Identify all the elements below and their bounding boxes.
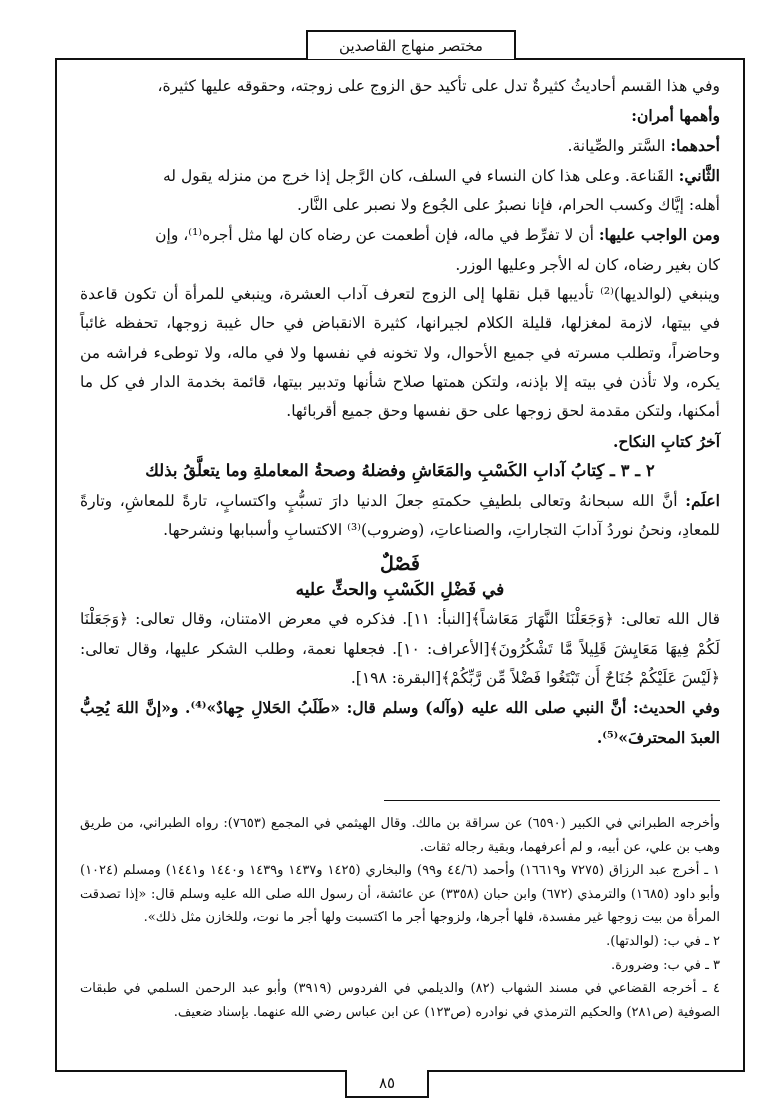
term-text: السَّتر والصِّيانة. <box>567 136 671 155</box>
chapter-end-note: آخرُ كتابِ النكاح. <box>613 431 720 451</box>
footnote: ٤ ـ أخرجه القضاعي في مسند الشهاب (٨٢) والديلمي في الفردوس (٣٩١٩) وأبو عبد الرحمن السلمي في طبقات الصوفية (ص٢٨١) والحكيم الترمذي في نوادره (ص١٢٣) عن ابن عباس رضي الله عنهما. بإسناد ضعيف. <box>80 981 720 1020</box>
term-label: أحدهما: <box>670 135 720 155</box>
footnote: ١ ـ أخرج عبد الرزاق (٧٢٧٥ و١٦٦١٩) وأحمد (٤٤/٦ و٩٩) والبخاري (١٤٢٥ و١٤٣٧ و١٤٣٩ و١٤٤٠ و١٤٤١) ومسلم (١٠٢٤) وأبو داود (١٦٨٥) والترمذي (٦٧٢) وابن حبان (٣٣٥٨) عن عائشة، أن رسول الله صلى الله عليه وسلم قال: «إذا تصدقت المرأة من بيت زوجها غير مفسدة، فلها أجرها، ولزوجها أجر ما اكتسبت ولها أجر ما نوت، وللخازن مثل ذلك». <box>80 863 721 926</box>
term-label: اعلَم: <box>685 490 720 510</box>
paragraph <box>80 220 720 250</box>
running-header <box>306 30 516 59</box>
paragraph <box>80 161 720 191</box>
fasl-subtitle: في فَضْلِ الكَسْبِ والحثِّ عليه <box>295 580 505 601</box>
footnote: ٢ ـ في ب: (لوالدتها). <box>606 933 720 949</box>
footnote-separator <box>384 800 720 801</box>
section-heading: ٢ ـ ٣ ـ كِتابُ آدابِ الكَسْبِ والمَعَاشِ وفضلهُ وصحةُ المعاملةِ وما يتعلَّقُ بذلك <box>145 460 655 480</box>
paragraph: وأهمها أمران: <box>631 106 720 126</box>
page-number-box <box>345 1070 429 1098</box>
footnote: ٣ ـ في ب: وضرورة. <box>611 957 720 973</box>
footnote: وأخرجه الطبراني في الكبير (٦٥٩٠) عن سراقة بن مالك. وقال الهيثمي في المجمع (٧٦٥٣): رواه الطبراني، من طريق وهب بن علي، عن أبيه، و لم أعرفهما، وبقية رجاله ثقات. <box>80 816 720 855</box>
paragraph: وفي هذا القسم أحاديثُ كثيرةٌ تدل على تأكيد حق الزوج على زوجته، وحقوقه عليها كثيرة، <box>157 77 720 95</box>
fasl-title: فَصْلٌ <box>380 553 420 576</box>
paragraph: وفي الحديث: أنَّ النبي صلى الله عليه (وآله) وسلم قال: «طَلَبُ الحَلالِ جِهادٌ»⁽⁴⁾. و«إنَّ اللهَ يُحِبُّ العبدَ المحترفَ»⁽⁵⁾. <box>80 698 721 747</box>
term-label: الثَّاني: <box>678 165 720 185</box>
footnotes <box>80 812 720 1024</box>
book-title: مختصر منهاج القاصدين <box>339 36 483 55</box>
term-text: أنَّ الله سبحانهُ وتعالى بلطيفِ حكمتهِ جعلَ الدنيا دارَ تسبُّبٍ واكتسابٍ، تارةً للمعاشِ، وتارةً للمعادِ، ونحنُ نوردُ آدابَ التجاراتِ، والصناعاتِ، (وضروب)⁽³⁾ الاكتسابِ وأسبابها ونشرحها. <box>80 491 720 540</box>
term-text: أن لا تفرِّط في ماله، فإن أطعمت عن رضاه كان لها مثل أجره⁽¹⁾، وإن <box>155 226 599 245</box>
paragraph: وينبغي (لوالديها)⁽²⁾ تأديبها قبل نقلها إلى الزوج لتعرف آداب العشرة، وينبغي للمرأة أن تكون قاعدة في بيتها، لازمة لمغزلها، قليلة الكلام لجيرانها، كثيرة الانقباض في حال غيبة زوجها، تحفظه غائباً وحاضراً، وتطلب مسرته في جميع الأحوال، ولا تخونه في نفسها ولا في ماله، ولا توطىء فراشه من يكره، ولا تأذن في بيته إلا بإذنه، ولتكن همتها صلاح شأنها وتدبير بيتها، قائمة بخدمة الدار في كل ما أمكنها، ولتكن مقدمة لحق زوجها على حق نفسها وحق جميع أقربائها. <box>80 285 721 421</box>
paragraph: كان بغير رضاه، كان له الأجر وعليها الوزر. <box>455 255 720 274</box>
paragraph <box>80 486 720 546</box>
paragraph: أهله: إيَّاك وكسب الحرام، فإنا نصبرُ على الجُوع ولا نصبر على النَّار. <box>296 196 720 215</box>
paragraph: قال الله تعالى: ﴿وَجَعَلْنَا النَّهَارَ مَعَاشاً﴾[النبأ: ١١]. فذكره في معرض الامتنان، وقال تعالى: ﴿وَجَعَلْنَا لَكُمْ فِيهَا مَعَايِشَ قَلِيلاً مَّا تَشْكُرُونَ﴾[الأعراف: ١٠]. فجعلها نعمة، وطلب الشكر عليها، وقال تعالى: ﴿لَيْسَ عَلَيْكُمْ جُنَاحٌ أَن تَبْتَغُوا فَضْلاً مِّن رَّبِّكُمْ﴾[البقرة: ١٩٨]. <box>80 610 720 688</box>
page-number: ٨٥ <box>378 1074 396 1092</box>
paragraph <box>80 131 720 161</box>
main-text <box>80 72 720 752</box>
term-text: القَناعة. وعلى هذا كان النساء في السلف، كان الرَّجل إذا خرج من منزله يقول له <box>162 166 679 185</box>
term-label: ومن الواجب عليها: <box>598 225 720 245</box>
